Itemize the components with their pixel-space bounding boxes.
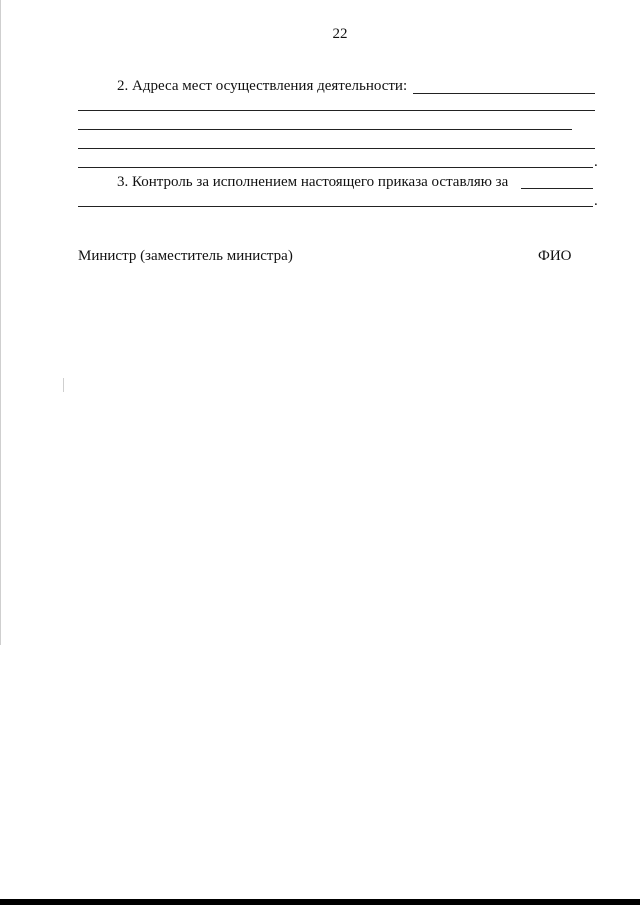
address-blank-line-5 [78,167,593,168]
scan-bottom-edge [0,899,640,905]
address-blank-line-3 [78,129,572,130]
section-2-period: . [594,154,598,170]
page-number: 22 [332,26,348,42]
control-blank-line-1 [521,188,593,189]
section-3-label: 3. Контроль за исполнением настоящего приказа оставляю за [117,174,509,190]
section-3-period: . [594,193,598,209]
control-blank-line-2 [78,206,593,207]
address-blank-line-4 [78,148,595,149]
signature-name: ФИО [538,248,572,264]
scan-speck [63,378,64,392]
section-2-label: 2. Адреса мест осуществления деятельности: [117,78,408,94]
address-blank-line-1 [413,93,595,94]
scan-edge-line [0,0,1,645]
address-blank-line-2 [78,110,595,111]
signature-position: Министр (заместитель министра) [78,248,293,264]
